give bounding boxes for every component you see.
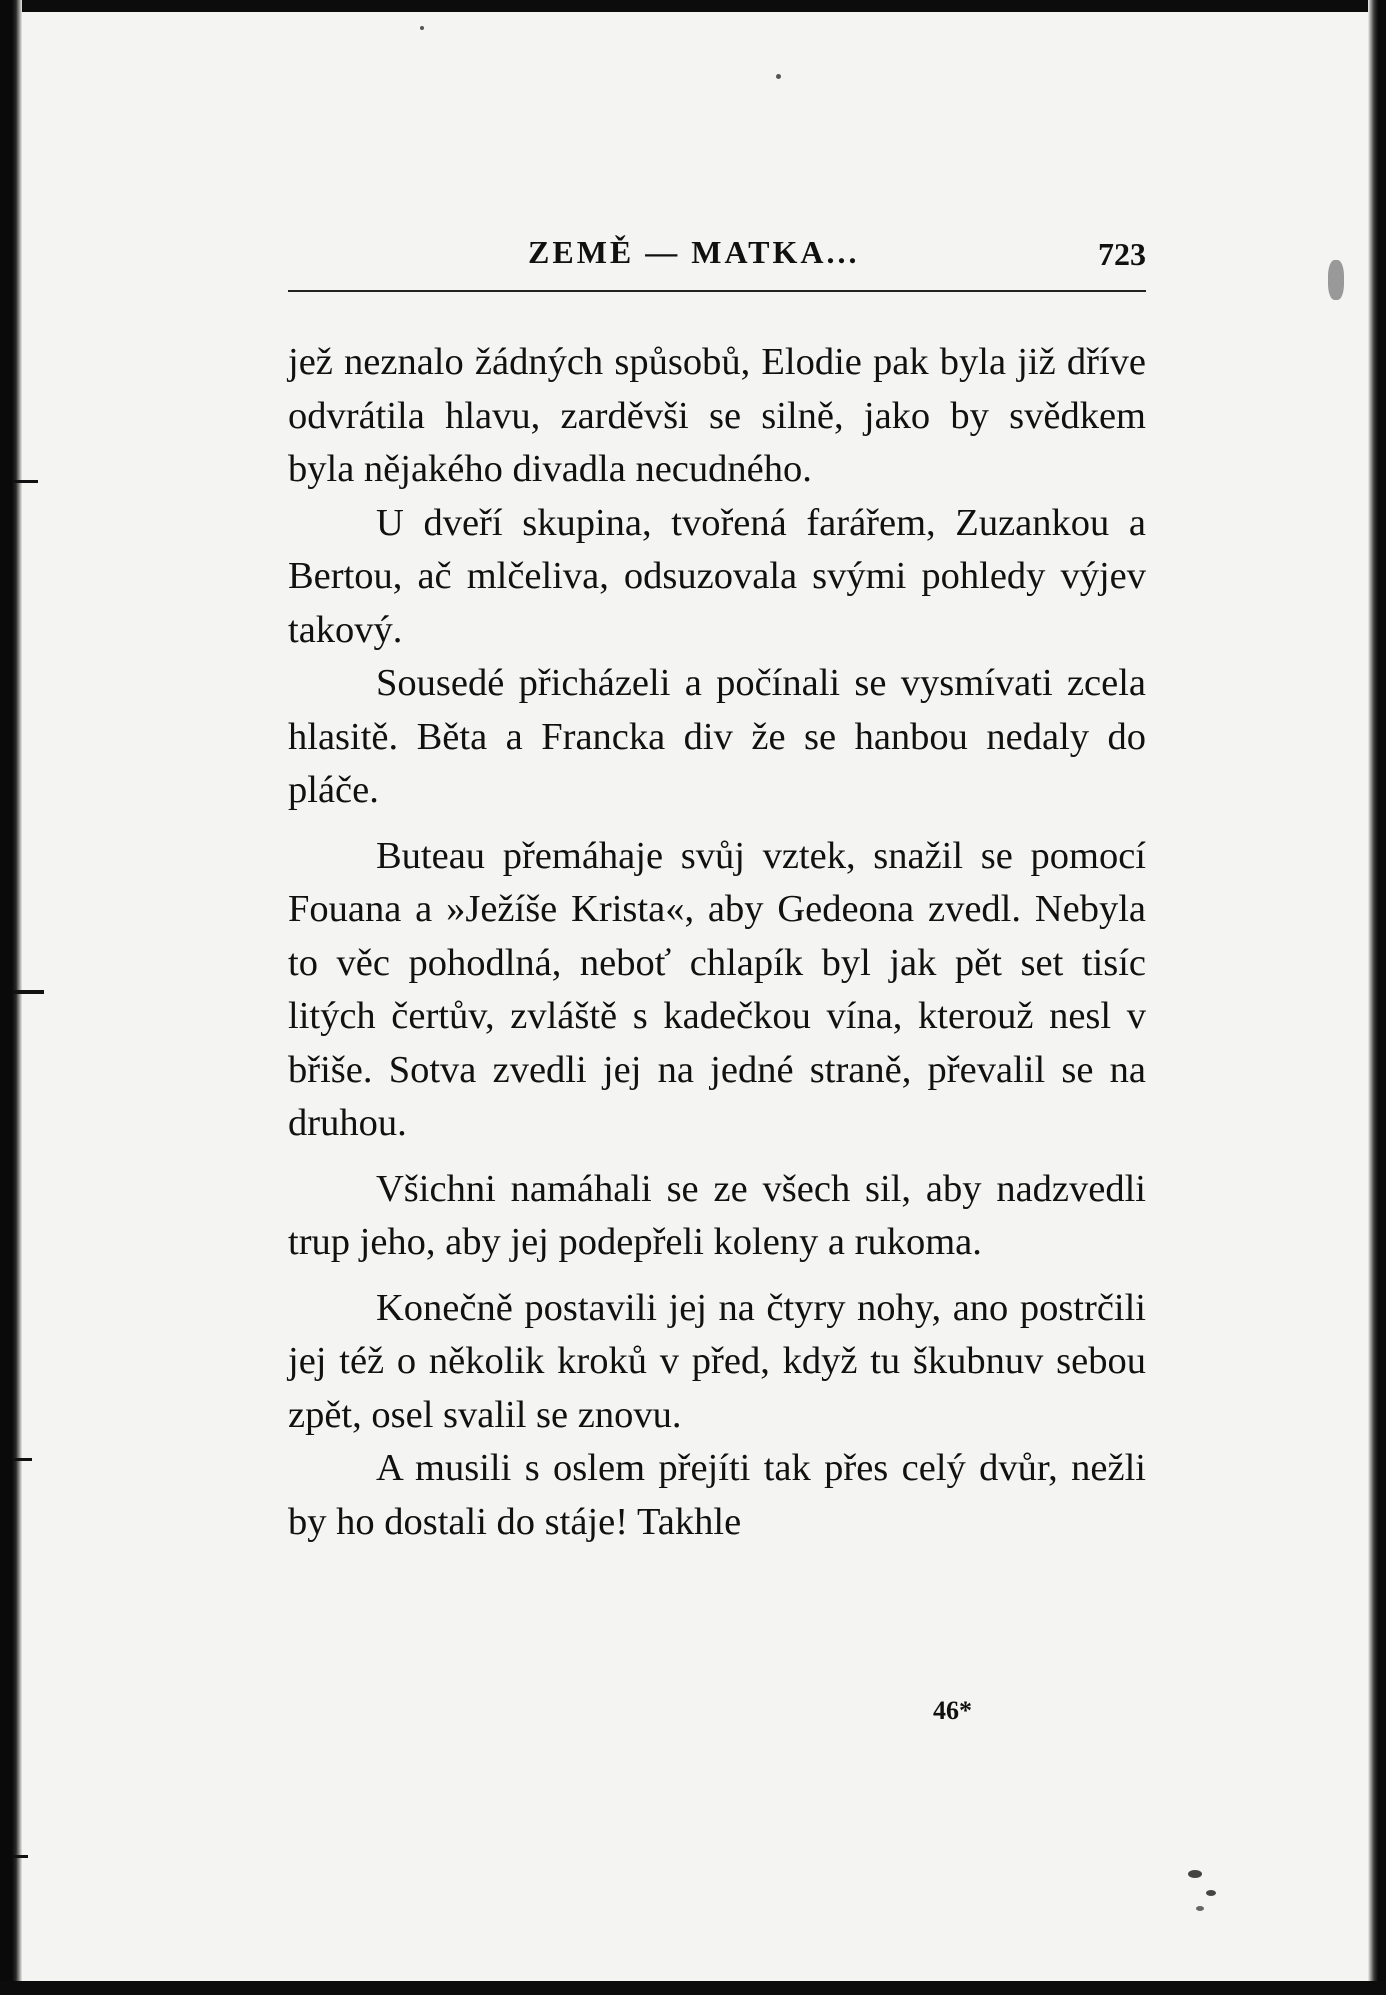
book-page [288, 230, 1146, 1725]
paragraph: Všichni namáhali se ze všech sil, aby nadzvedli trup jeho, aby jej podepřeli koleny a rukoma. [288, 1167, 1146, 1263]
running-header [288, 230, 1146, 292]
signature-mark: 46* [933, 1696, 972, 1725]
paragraph: Sousedé přicházeli a počínali se vysmívati zcela hlasitě. Běta a Francka div že se hanbou nedaly do pláče. [288, 662, 1146, 811]
scan-border-top [0, 0, 1386, 12]
dust-speck [1206, 1890, 1216, 1896]
paragraph: A musili s oslem přejíti tak přes celý dvůr, nežli by ho dostali do stáje! Takhle [288, 1447, 1146, 1543]
dust-speck [776, 74, 781, 79]
scan-border-bottom [0, 1981, 1386, 1995]
paragraph: Konečně postavili jej na čtyry nohy, ano postrčili jej též o několik kroků v před, když tu škubnuv sebou zpět, osel svalil se znovu. [288, 1286, 1146, 1436]
body-text [288, 336, 1146, 1549]
binding-mark [12, 1855, 28, 1858]
scan-border-right [1368, 0, 1386, 1995]
binding-mark [12, 990, 44, 994]
paragraph: jež neznalo žádných spůsobů, Elodie pak byla již dříve odvrátila hlavu, zarděvši se silně, jako by svědkem byla nějakého divadla necudného. [288, 341, 1146, 490]
dust-speck [1328, 260, 1344, 300]
binding-mark [12, 1458, 32, 1461]
scan-border-left [0, 0, 22, 1995]
dust-speck [1188, 1870, 1202, 1878]
dust-speck [1196, 1906, 1204, 1911]
running-title: ZEMĚ — MATKA... [528, 234, 860, 270]
paragraph: U dveří skupina, tvořená farářem, Zuzankou a Bertou, ač mlčeliva, odsuzovala svými pohledy výjev takový. [288, 501, 1146, 651]
page-number: 723 [1098, 236, 1146, 272]
dust-speck [420, 26, 424, 30]
paragraph: Buteau přemáhaje svůj vztek, snažil se pomocí Fouana a »Ježíše Krista«, aby Gedeona zvedl. Nebyla to věc pohodlná, neboť chlapík byl jak pět set tisíc litých čertův, zvláště s kadečkou vína, kterouž nesl v břiše. Sotva zvedli jej na jedné straně, převalil se na druhou. [288, 834, 1146, 1144]
binding-mark [12, 480, 38, 483]
